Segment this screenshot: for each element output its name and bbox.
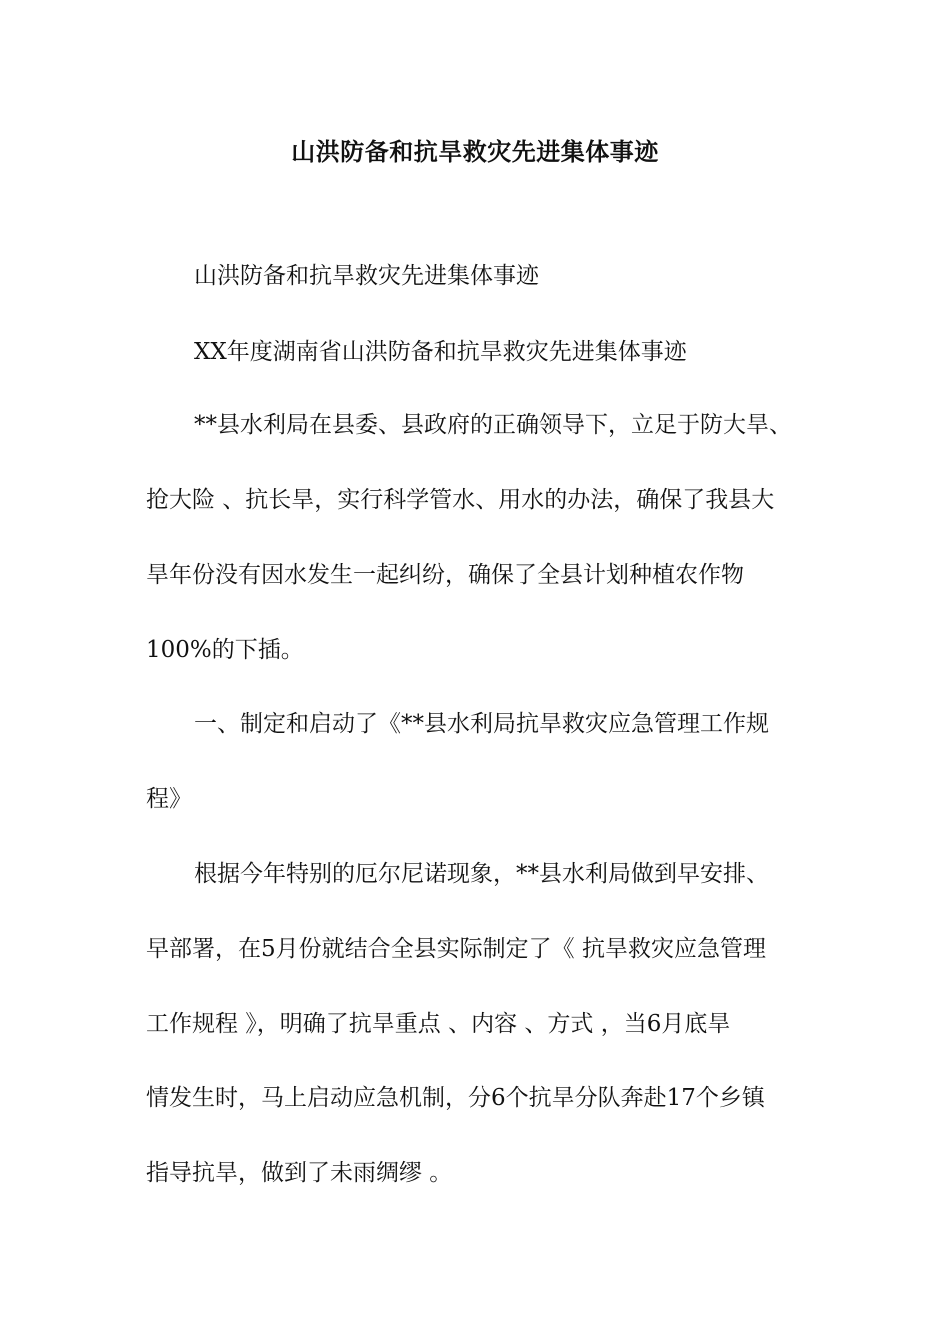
paragraph-line: 旱年份没有因水发生一起纠纷，确保了全县计划种植农作物	[146, 562, 744, 588]
paragraph-line: 情发生时，马上启动应急机制，分6个抗旱分队奔赴17个乡镇	[146, 1085, 765, 1111]
paragraph-line: **县水利局在县委、县政府的正确领导下，立足于防大旱、	[194, 412, 792, 438]
section-heading-line: 一、制定和启动了《**县水利局抗旱救灾应急管理工作规	[194, 711, 769, 737]
document-title: 山洪防备和抗旱救灾先进集体事迹	[291, 137, 659, 166]
paragraph-line: 抢大险 、抗长旱，实行科学管水、用水的办法，确保了我县大	[146, 487, 775, 513]
paragraph-line: 工作规程 》，明确了抗旱重点 、内容 、方式 ，当6月底旱	[146, 1011, 731, 1037]
year-title-line: XX年度湖南省山洪防备和抗旱救灾先进集体事迹	[194, 339, 687, 365]
paragraph-line: 指导抗旱，做到了未雨绸缪 。	[146, 1160, 453, 1186]
subtitle-line: 山洪防备和抗旱救灾先进集体事迹	[194, 263, 539, 289]
paragraph-line: 早部署，在5月份就结合全县实际制定了《 抗旱救灾应急管理	[146, 936, 766, 962]
paragraph-line: 根据今年特别的厄尔尼诺现象，**县水利局做到早安排、	[194, 861, 769, 887]
section-heading-line: 程》	[146, 786, 192, 812]
paragraph-line: 100%的下插。	[146, 637, 304, 663]
